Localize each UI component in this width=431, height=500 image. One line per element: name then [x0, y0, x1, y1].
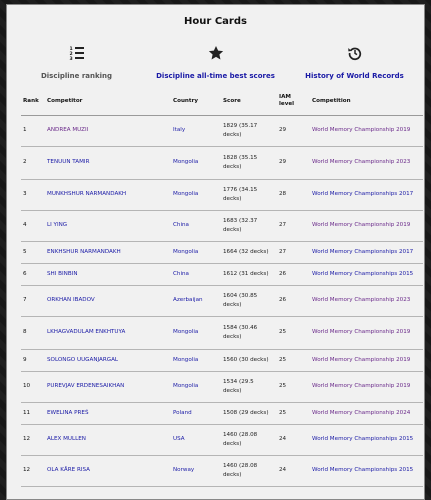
- cell-rank: 6: [21, 263, 45, 285]
- competition-link[interactable]: World Memory Championship 2019: [310, 210, 423, 241]
- cell-iam-level: 27: [277, 210, 310, 241]
- country-link[interactable]: Mongolia: [171, 146, 221, 179]
- cell-score: [221, 316, 277, 349]
- tab-world-records-history[interactable]: [285, 44, 424, 84]
- view-tabs: [7, 44, 424, 84]
- header-iam-level: [277, 88, 310, 115]
- country-link[interactable]: Azerbaijan: [171, 285, 221, 316]
- cell-rank: 3: [21, 179, 45, 210]
- score-line1: 1604 (30.85: [223, 292, 258, 299]
- cell-iam-level: 25: [277, 349, 310, 371]
- competition-link[interactable]: World Memory Championships 2015: [310, 263, 423, 285]
- competitor-link[interactable]: ANDREA MUZII: [45, 115, 171, 146]
- cell-score: [221, 371, 277, 402]
- table-row: [21, 349, 423, 371]
- tab-label: Discipline ranking: [40, 72, 113, 80]
- cell-iam-level: 27: [277, 241, 310, 263]
- tab-label: Discipline all-time best scores: [156, 72, 275, 80]
- table-row: [21, 146, 423, 179]
- cell-rank: 4: [21, 210, 45, 241]
- competitor-link[interactable]: EWELINA PREŚ: [45, 402, 171, 424]
- competition-link[interactable]: World Memory Championships 2017: [310, 179, 423, 210]
- cell-rank: 12: [21, 455, 45, 486]
- competitor-link[interactable]: LI YING: [45, 210, 171, 241]
- competitor-link[interactable]: LKHAGVADULAM ENKHTUYA: [45, 316, 171, 349]
- header-score: Score: [221, 88, 277, 115]
- country-link[interactable]: China: [171, 210, 221, 241]
- table-row: [21, 263, 423, 285]
- competitor-link[interactable]: TENUUN TAMIR: [45, 146, 171, 179]
- score-line1: 1560 (30 decks): [223, 356, 269, 363]
- score-line1: 1829 (35.17: [223, 122, 258, 129]
- score-line2: decks): [223, 333, 242, 340]
- table-row: [21, 241, 423, 263]
- cell-iam-level: 29: [277, 146, 310, 179]
- cell-rank: 11: [21, 402, 45, 424]
- score-line2: decks): [223, 226, 242, 233]
- score-line2: decks): [223, 471, 242, 478]
- header-rank: Rank: [21, 88, 45, 115]
- competition-link[interactable]: World Memory Championships 2015: [310, 455, 423, 486]
- header-competitor: Competitor: [45, 88, 171, 115]
- header-iam-line1: IAM: [279, 94, 291, 101]
- table-row: [21, 115, 423, 146]
- country-link[interactable]: Poland: [171, 402, 221, 424]
- cell-rank: 7: [21, 285, 45, 316]
- hour-cards-panel: [6, 4, 425, 500]
- cell-score: [221, 179, 277, 210]
- page-title: Hour Cards: [184, 16, 247, 27]
- tab-discipline-ranking[interactable]: [7, 44, 146, 84]
- table-row: [21, 424, 423, 455]
- cell-score: [221, 349, 277, 371]
- cell-score: [221, 146, 277, 179]
- score-line1: 1508 (29 decks): [223, 409, 269, 416]
- competition-link[interactable]: World Memory Championship 2024: [310, 402, 423, 424]
- table-row: [21, 455, 423, 486]
- cell-iam-level: 25: [277, 402, 310, 424]
- competitor-link[interactable]: SHI BINBIN: [45, 263, 171, 285]
- score-line1: 1460 (28.08: [223, 431, 258, 438]
- cell-iam-level: 25: [277, 371, 310, 402]
- score-line1: 1584 (30.46: [223, 324, 258, 331]
- country-link[interactable]: Mongolia: [171, 316, 221, 349]
- cell-iam-level: 24: [277, 424, 310, 455]
- score-line2: decks): [223, 387, 242, 394]
- table-row: [21, 402, 423, 424]
- cell-iam-level: 24: [277, 455, 310, 486]
- cell-rank: 1: [21, 115, 45, 146]
- header-iam-line2: level: [279, 101, 295, 108]
- cell-rank: 9: [21, 349, 45, 371]
- country-link[interactable]: China: [171, 263, 221, 285]
- competitor-link[interactable]: PUREVJAV ERDENESAIKHAN: [45, 371, 171, 402]
- score-line1: 1828 (35.15: [223, 154, 258, 161]
- history-icon: [347, 44, 363, 62]
- tab-all-time-best[interactable]: [146, 44, 285, 84]
- cell-iam-level: 26: [277, 285, 310, 316]
- competitor-link[interactable]: SOLONGO UUGANJARGAL: [45, 349, 171, 371]
- competitor-link[interactable]: ALEX MULLEN: [45, 424, 171, 455]
- table-row: [21, 285, 423, 316]
- cell-rank: 8: [21, 316, 45, 349]
- star-icon: [208, 44, 224, 62]
- country-link[interactable]: Italy: [171, 115, 221, 146]
- cell-iam-level: 29: [277, 115, 310, 146]
- svg-text:2: 2: [69, 52, 73, 57]
- competitor-link[interactable]: OLA KÅRE RISA: [45, 455, 171, 486]
- score-line2: decks): [223, 163, 242, 170]
- competition-link[interactable]: World Memory Championship 2019: [310, 115, 423, 146]
- score-line1: 1683 (32.37: [223, 217, 258, 224]
- cell-rank: 5: [21, 241, 45, 263]
- svg-text:3: 3: [69, 57, 73, 61]
- country-link[interactable]: Mongolia: [171, 349, 221, 371]
- competition-link[interactable]: World Memory Championship 2019: [310, 316, 423, 349]
- country-link[interactable]: Mongolia: [171, 241, 221, 263]
- ranking-list-icon: [69, 44, 85, 62]
- competition-link[interactable]: World Memory Championship 2019: [310, 371, 423, 402]
- header-competition: Competition: [310, 88, 423, 115]
- cell-rank: 12: [21, 424, 45, 455]
- country-link[interactable]: Mongolia: [171, 179, 221, 210]
- country-link[interactable]: USA: [171, 424, 221, 455]
- score-line2: decks): [223, 301, 242, 308]
- cell-score: [221, 424, 277, 455]
- svg-text:1: 1: [69, 47, 73, 52]
- table-row: [21, 316, 423, 349]
- competitor-link[interactable]: MUNKHSHUR NARMANDAKH: [45, 179, 171, 210]
- competition-link[interactable]: World Memory Championships 2015: [310, 424, 423, 455]
- table-row: [21, 210, 423, 241]
- competition-link[interactable]: World Memory Championship 2019: [310, 349, 423, 371]
- country-link[interactable]: Mongolia: [171, 371, 221, 402]
- cell-rank: 10: [21, 371, 45, 402]
- tab-label: History of World Records: [305, 72, 404, 80]
- header-country: Country: [171, 88, 221, 115]
- cell-score: [221, 115, 277, 146]
- cell-iam-level: 25: [277, 316, 310, 349]
- table-row: [21, 179, 423, 210]
- cell-score: [221, 210, 277, 241]
- score-line1: 1612 (31 decks): [223, 270, 269, 277]
- score-line1: 1460 (28.08: [223, 462, 258, 469]
- score-line1: 1664 (32 decks): [223, 248, 269, 255]
- competitor-link[interactable]: ENKHSHUR NARMANDAKH: [45, 241, 171, 263]
- competition-link[interactable]: World Memory Championship 2023: [310, 285, 423, 316]
- cell-score: [221, 241, 277, 263]
- competition-link[interactable]: World Memory Championship 2023: [310, 146, 423, 179]
- ranking-table: [21, 88, 423, 487]
- score-line2: decks): [223, 195, 242, 202]
- cell-score: [221, 455, 277, 486]
- cell-score: [221, 285, 277, 316]
- cell-iam-level: 26: [277, 263, 310, 285]
- score-line2: decks): [223, 131, 242, 138]
- competition-link[interactable]: World Memory Championships 2017: [310, 241, 423, 263]
- country-link[interactable]: Norway: [171, 455, 221, 486]
- cell-score: [221, 263, 277, 285]
- score-line1: 1534 (29.5: [223, 378, 254, 385]
- competitor-link[interactable]: ORKHAN IBADOV: [45, 285, 171, 316]
- score-line1: 1776 (34.15: [223, 186, 258, 193]
- cell-iam-level: 28: [277, 179, 310, 210]
- cell-score: [221, 402, 277, 424]
- table-header-row: [21, 88, 423, 115]
- table-row: [21, 371, 423, 402]
- score-line2: decks): [223, 440, 242, 447]
- cell-rank: 2: [21, 146, 45, 179]
